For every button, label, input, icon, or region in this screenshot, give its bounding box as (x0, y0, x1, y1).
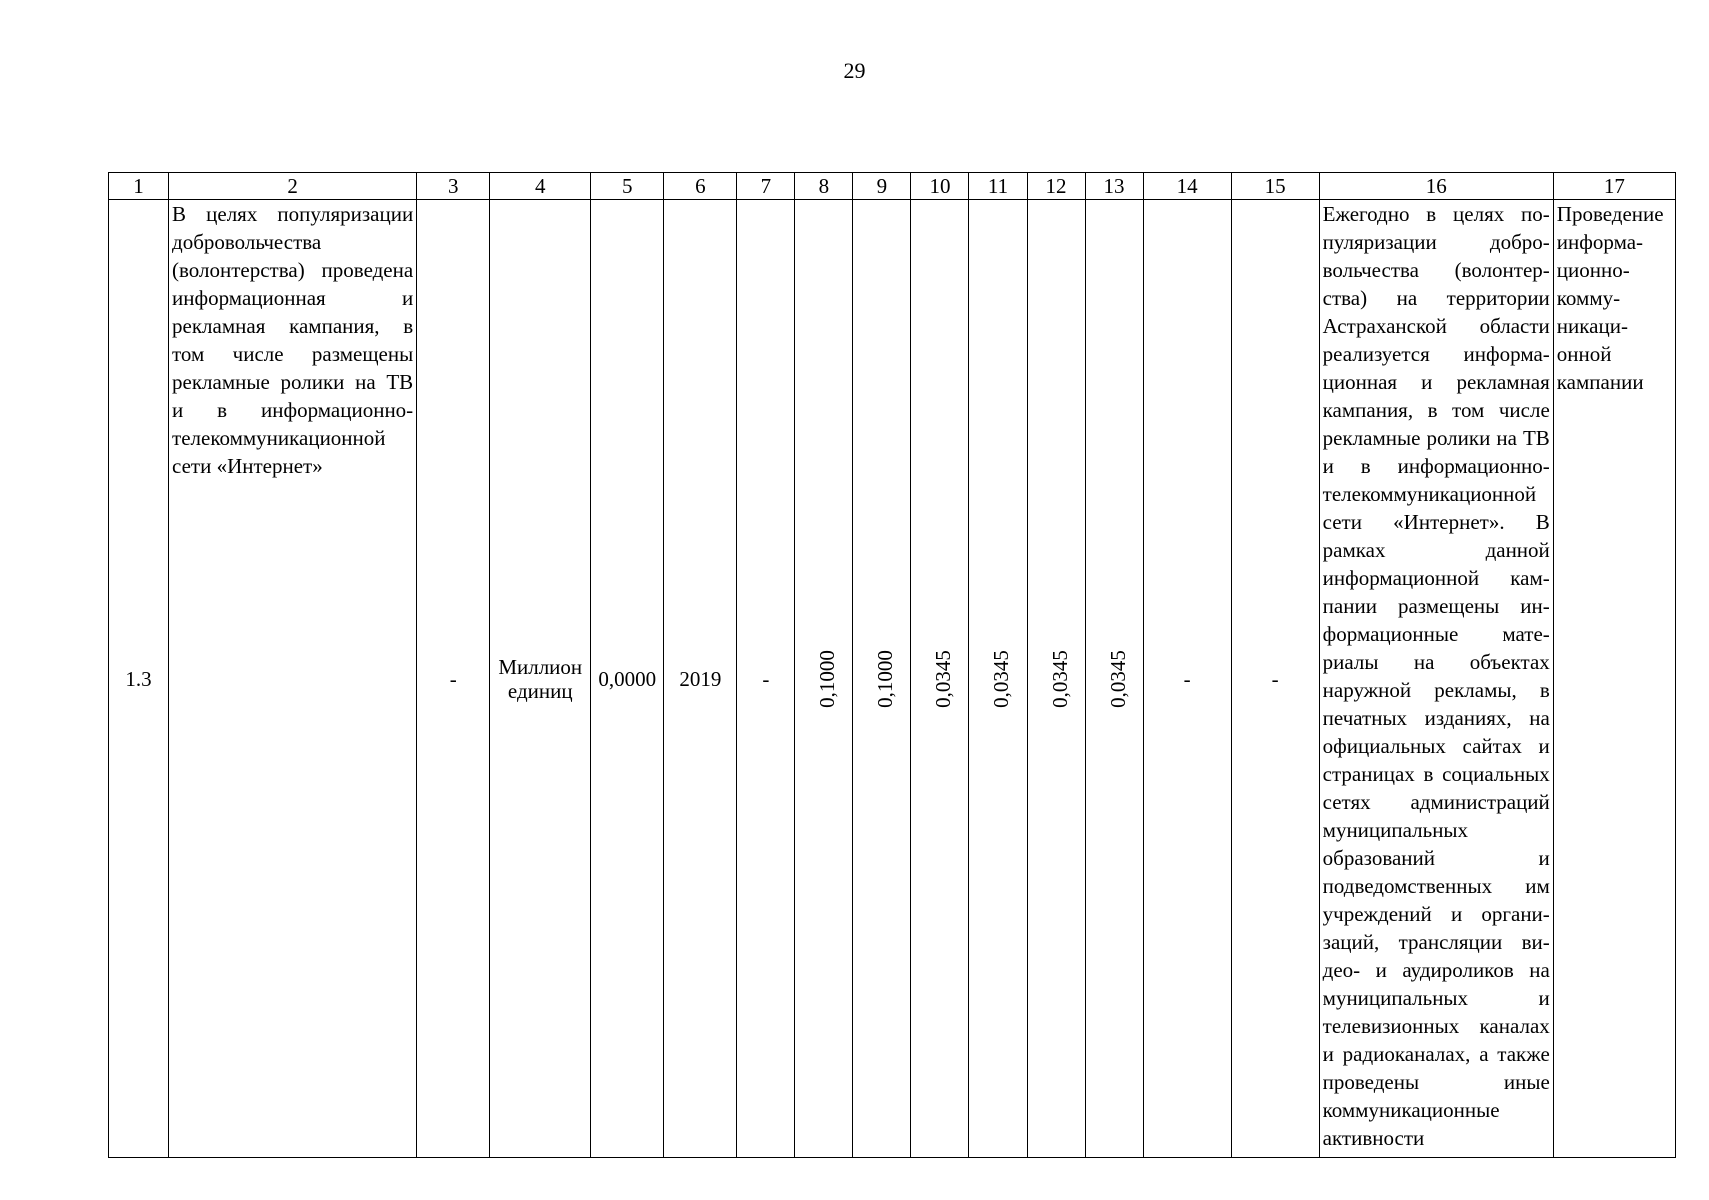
cell-col-14: - (1143, 200, 1231, 1158)
column-number: 5 (591, 173, 664, 200)
column-number: 15 (1231, 173, 1319, 200)
result-description: Проведение информационно-коммуникационной кампании (1553, 200, 1675, 1158)
column-number: 1 (109, 173, 169, 200)
column-number-header-row (109, 173, 1676, 200)
unit-of-measure: Миллион единиц (490, 200, 591, 1158)
cell-col-11 (969, 200, 1027, 1158)
cell-col-12 (1027, 200, 1085, 1158)
column-number: 7 (737, 173, 795, 200)
implementation-info: Ежегодно в целях популяризации добровольчества (волонтерства) на территории Астраханской области реализуется информационная и рекламная кампания, в том числе рекламные ролики на ТВ и в информационно-телекоммуникационной сети «Интернет». В рамках данной информационной кампании размещены информационные материалы на объектах наружной рекламы, в печатных изданиях, на официальных сайтах и страницах в социальных сетях администраций муниципальных образований и подведомственных им учреждений и организаций, трансляции видео- и аудироликов на муниципальных и телевизионных каналах и радиоканалах, а также проведены иные коммуникационные активности (1319, 200, 1553, 1158)
value-col-11: 0,0345 (989, 649, 1014, 708)
column-number: 3 (417, 173, 490, 200)
column-number: 4 (490, 173, 591, 200)
value-col-10: 0,0345 (931, 649, 956, 708)
value-col-13: 0,0345 (1105, 649, 1130, 708)
column-number: 17 (1553, 173, 1675, 200)
cell-col-10 (911, 200, 969, 1158)
program-table (108, 172, 1676, 1158)
value-col-9: 0,1000 (873, 649, 898, 708)
cell-col-8 (795, 200, 853, 1158)
column-number: 10 (911, 173, 969, 200)
value-col-8: 0,1000 (815, 649, 840, 708)
cell-col-7: - (737, 200, 795, 1158)
column-number: 2 (169, 173, 417, 200)
table-row (109, 200, 1676, 1158)
column-number: 8 (795, 173, 853, 200)
page-number: 29 (843, 58, 866, 83)
column-number: 12 (1027, 173, 1085, 200)
column-number: 11 (969, 173, 1027, 200)
column-number: 6 (664, 173, 737, 200)
cell-col-15: - (1231, 200, 1319, 1158)
event-description: В целях популяризации добровольчества (волонтерства) проведена информационная и рекламная кампания, в том числе размещены рекламные ролики на ТВ и в информационно-телекоммуникационной сети «Интернет» (169, 200, 417, 1158)
column-number: 9 (853, 173, 911, 200)
base-value: 0,0000 (591, 200, 664, 1158)
row-number: 1.3 (109, 200, 169, 1158)
cell-col-3: - (417, 200, 490, 1158)
column-number: 13 (1085, 173, 1143, 200)
column-number: 16 (1319, 173, 1553, 200)
cell-col-13 (1085, 200, 1143, 1158)
value-col-12: 0,0345 (1047, 649, 1072, 708)
cell-col-9 (853, 200, 911, 1158)
column-number: 14 (1143, 173, 1231, 200)
base-year: 2019 (664, 200, 737, 1158)
